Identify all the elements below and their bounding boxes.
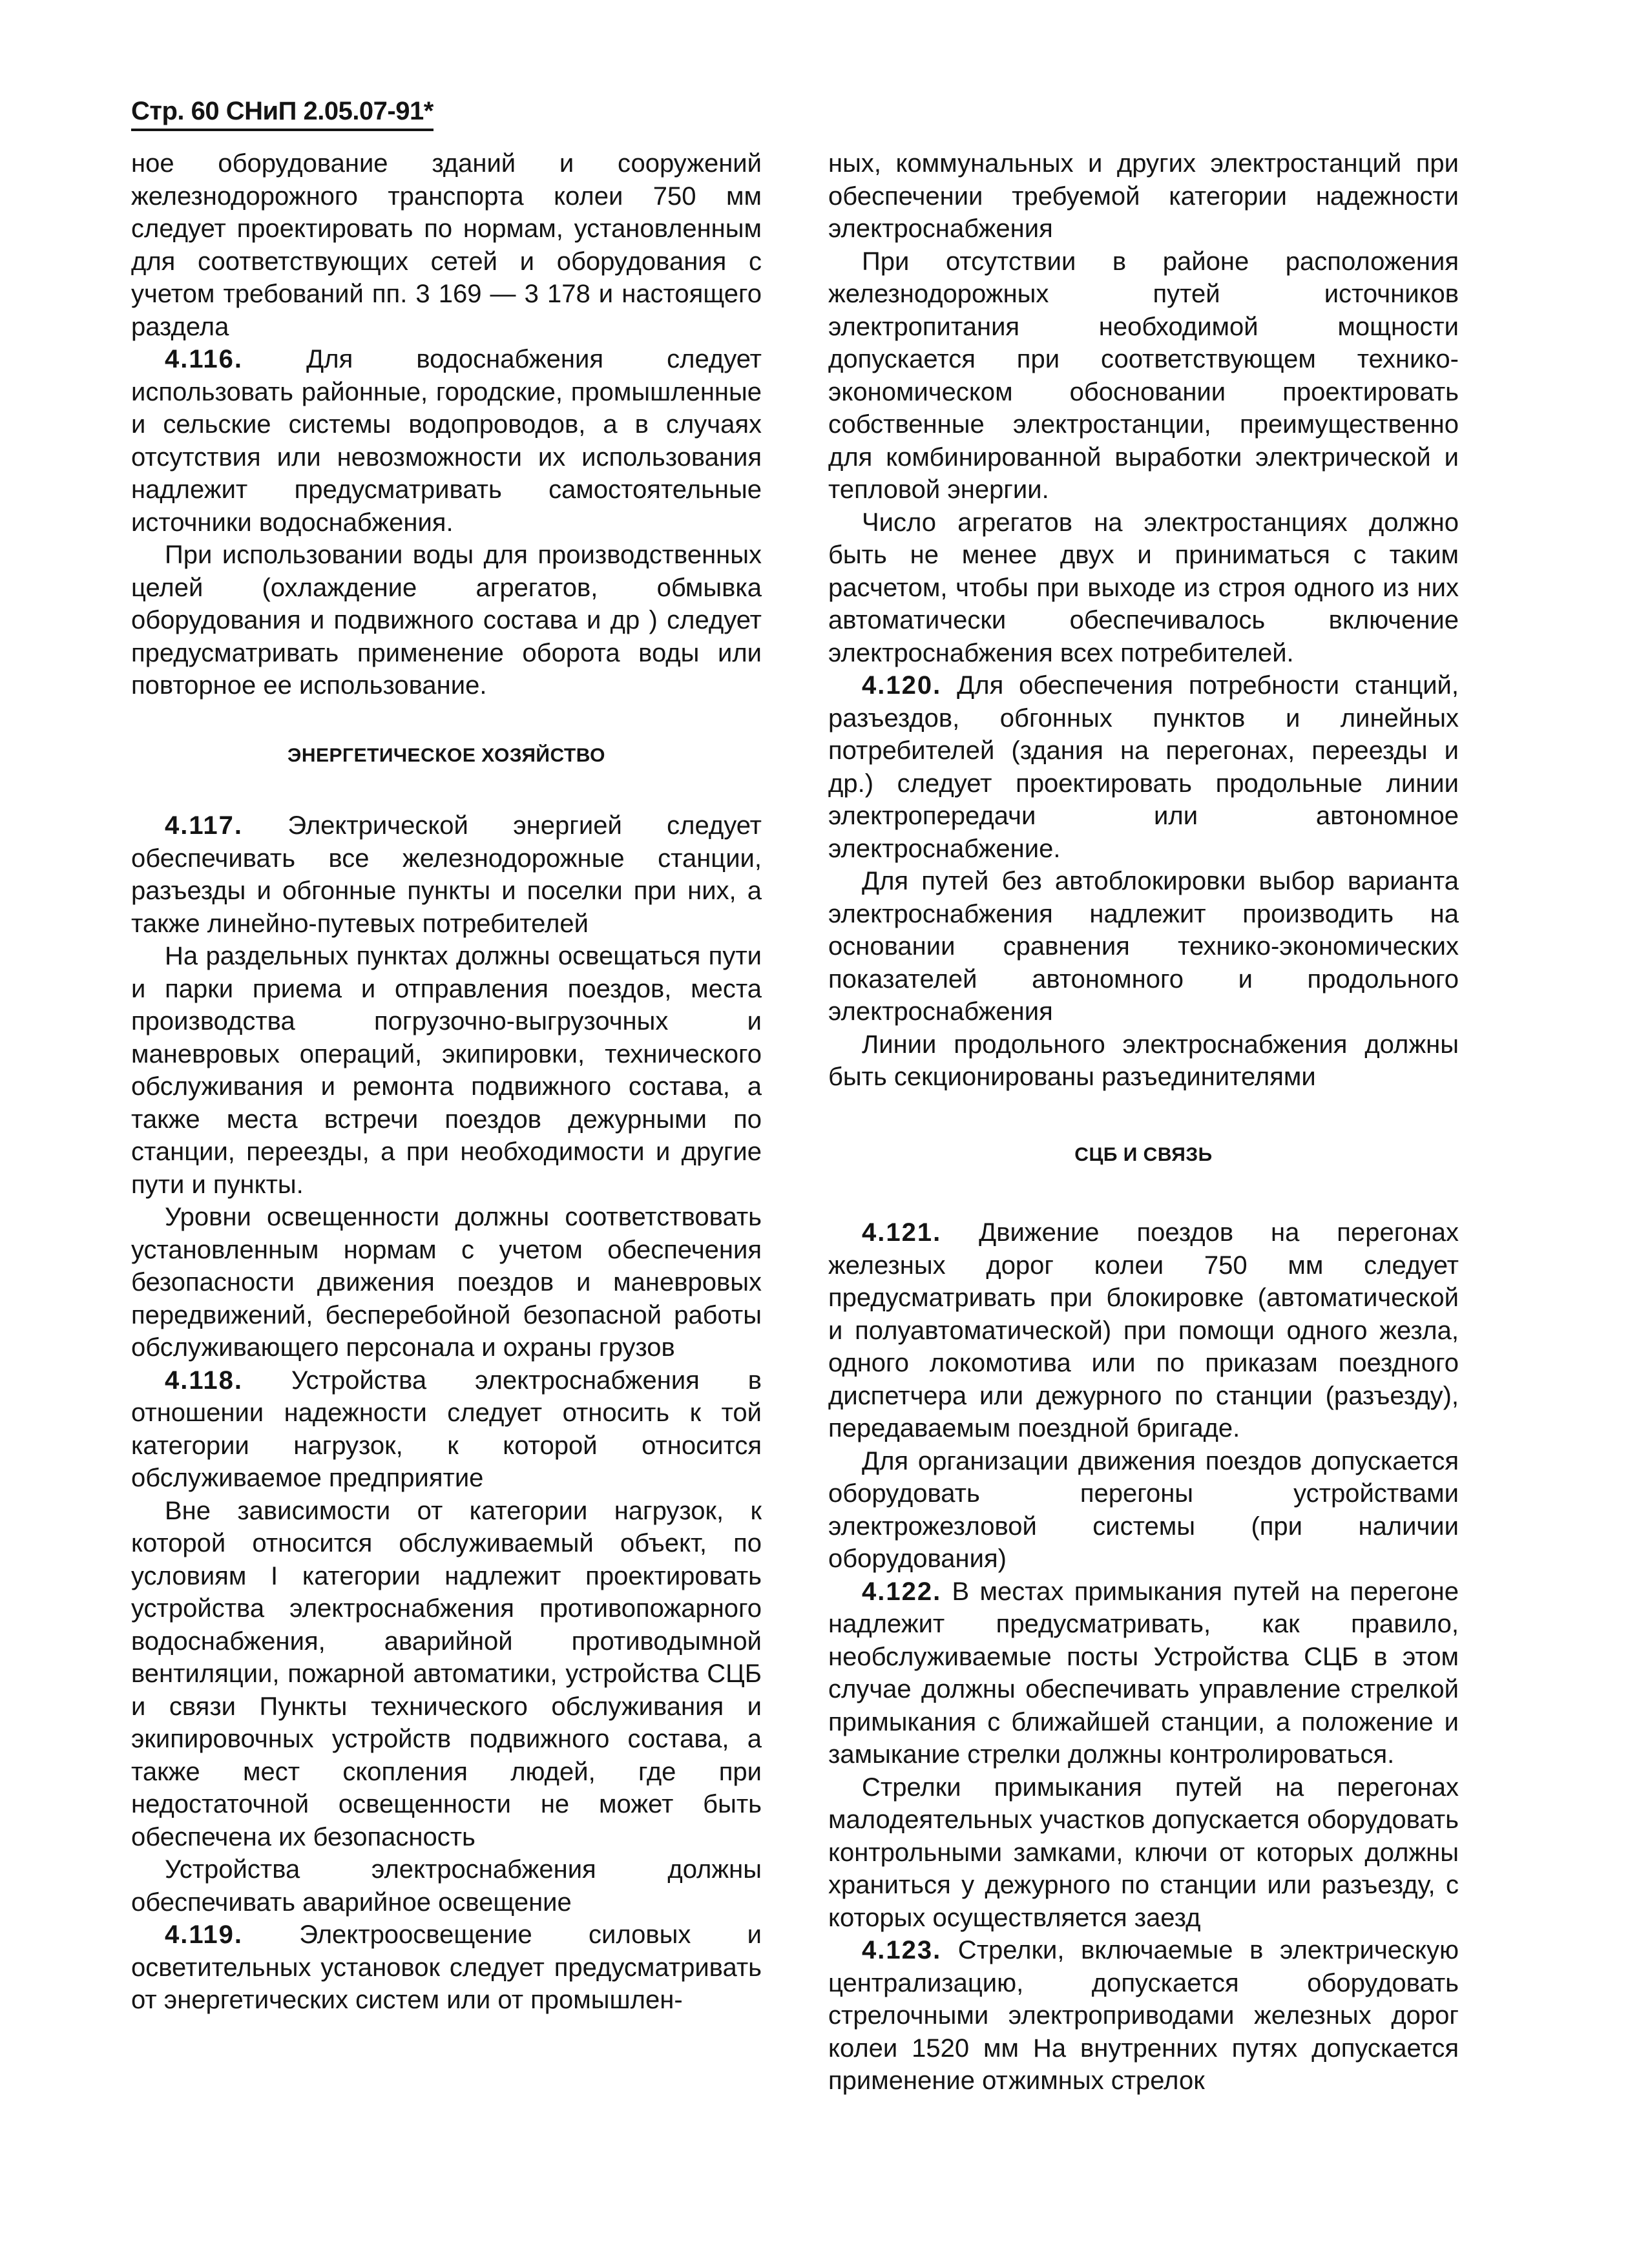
clause-number: 4.118. [165,1366,244,1395]
clause-number: 4.117. [165,811,244,840]
clause-text: Электрической энергией следует обеспечивать все железнодорожные станции, разъезды и обгонные пункты и поселки при них, а также линейно-путевых потребителей [131,811,762,938]
paragraph [828,669,1459,865]
paragraph: Число агрегатов на электростанциях должно быть не менее двух и приниматься с таким расчетом, чтобы при выходе из строя одного из них автоматически обеспечивалось включение электроснабжения всех потребителей. [828,508,1459,667]
paragraph: Для организации движения поездов допускается оборудовать перегоны устройствами электрожезловой системы (при наличии оборудования) [828,1446,1459,1573]
paragraph: При отсутствии в районе расположения железнодорожных путей источников электропитания необходимой мощности допускается при соответствующем технико-экономическом обосновании проектировать собственные электростанции, преимущественно для комбинированной выработки электрической и тепловой энергии. [828,247,1459,504]
clause-text: Для водоснабжения следует использовать районные, городские, промышленные и сельские системы водопроводов, а в случаях отсутствия или невозможности их использования надлежит предусматривать самостоятельные источники водоснабжения. [131,345,762,537]
paragraph: При использовании воды для производственных целей (охлаждение агрегатов, обмывка оборудования и подвижного состава и др ) следует предусматривать применение оборота воды или повторное ее использование. [131,541,762,700]
clause-text: Устройства электроснабжения в отношении надежности следует относить к той категории нагрузок, к которой относится обслуживаемое предприятие [131,1366,762,1492]
clause-text: Электроосвещение силовых и осветительных установок следует предусматривать от энергетических систем или от промышлен- [131,1920,762,2014]
paragraph: Линии продольного электроснабжения должны быть секционированы разъединителями [828,1030,1459,1091]
section-heading-scb: СЦБ И СВЯЗЬ [1074,1143,1213,1165]
clause-number: 4.120. [862,671,942,700]
page-header: Стр. 60 СНиП 2.05.07-91* [131,97,433,131]
clause-number: 4.119. [165,1920,244,1949]
paragraph [828,1216,1459,1445]
clause-number: 4.121. [862,1218,942,1247]
paragraph: Устройства электроснабжения должны обеспечивать аварийное освещение [131,1855,762,1917]
clause-number: 4.116. [165,345,244,373]
left-column [131,147,762,2017]
clause-number: 4.123. [862,1936,942,1964]
paragraph [131,809,762,940]
paragraph [131,343,762,539]
paragraph: ное оборудование зданий и сооружений железнодорожного транспорта колеи 750 мм следует проектировать по нормам, установленным для соответствующих сетей и оборудования с учетом требований пп. 3 169 — 3 178 и настоящего раздела [131,149,762,341]
paragraph [828,1934,1459,2097]
paragraph [131,1364,762,1495]
paragraph [131,1919,762,2017]
right-column [828,147,1459,2097]
paragraph: На раздельных пунктах должны освещаться пути и парки приема и отправления поездов, места производства погрузочно-выгрузочных и маневровых операций, экипировки, технического обслуживания и ремонта подвижного состава, а также места встречи поездов дежурными по станции, переезды, а при необходимости и другие пути и пункты. [131,942,762,1199]
paragraph: Вне зависимости от категории нагрузок, к которой относится обслуживаемый объект, по условиям I категории надлежит проектировать устройства электроснабжения противопожарного водоснабжения, аварийной противодымной вентиляции, пожарной автоматики, устройства СЦБ и связи Пункты технического обслуживания и экипировочных устройств подвижного состава, а также мест скопления людей, где при недостаточной освещенности не может быть обеспечена их безопасность [131,1496,762,1851]
clause-number: 4.122. [862,1577,942,1606]
clause-text: Движение поездов на перегонах железных дорог колеи 750 мм следует предусматривать при блокировке (автоматической и полуавтоматической) при помощи одного жезла, одного локомотива или по приказам поездного диспетчера или дежурного по станции (разъезду), передаваемым поездной бригаде. [828,1218,1459,1442]
paragraph [828,1576,1459,1771]
section-heading-energy: ЭНЕРГЕТИЧЕСКОЕ ХОЗЯЙСТВО [287,744,605,766]
paragraph: Стрелки примыкания путей на перегонах малодеятельных участков допускается оборудовать контрольными замками, ключи от которых должны храниться у дежурного по станции или разъезду, с которых осуществляется заезд [828,1773,1459,1932]
paragraph: ных, коммунальных и других электростанций при обеспечении требуемой категории надежности электроснабжения [828,149,1459,243]
paragraph: Для путей без автоблокировки выбор варианта электроснабжения надлежит производить на основании сравнения технико-экономических показателей автономного и продольного электроснабжения [828,867,1459,1026]
clause-text: Стрелки, включаемые в электрическую централизацию, допускается оборудовать стрелочными электроприводами железных дорог колеи 1520 мм На внутренних путях допускается применение отжимных стрелок [828,1936,1459,2095]
paragraph: Уровни освещенности должны соответствовать установленным нормам с учетом обеспечения безопасности движения поездов и маневровых передвижений, бесперебойной безопасной работы обслуживающего персонала и охраны грузов [131,1203,762,1362]
clause-text: В местах примыкания путей на перегоне надлежит предусматривать, как правило, необслуживаемые посты Устройства СЦБ в этом случае должны обеспечивать управление стрелкой примыкания с ближайшей станции, а положение и замыкание стрелки должны контролироваться. [828,1577,1459,1769]
clause-text: Для обеспечения потребности станций, разъездов, обгонных пунктов и линейных потребителей (здания на перегонах, переезды и др.) следует проектировать продольные линии электропередачи или автономное электроснабжение. [828,671,1459,863]
